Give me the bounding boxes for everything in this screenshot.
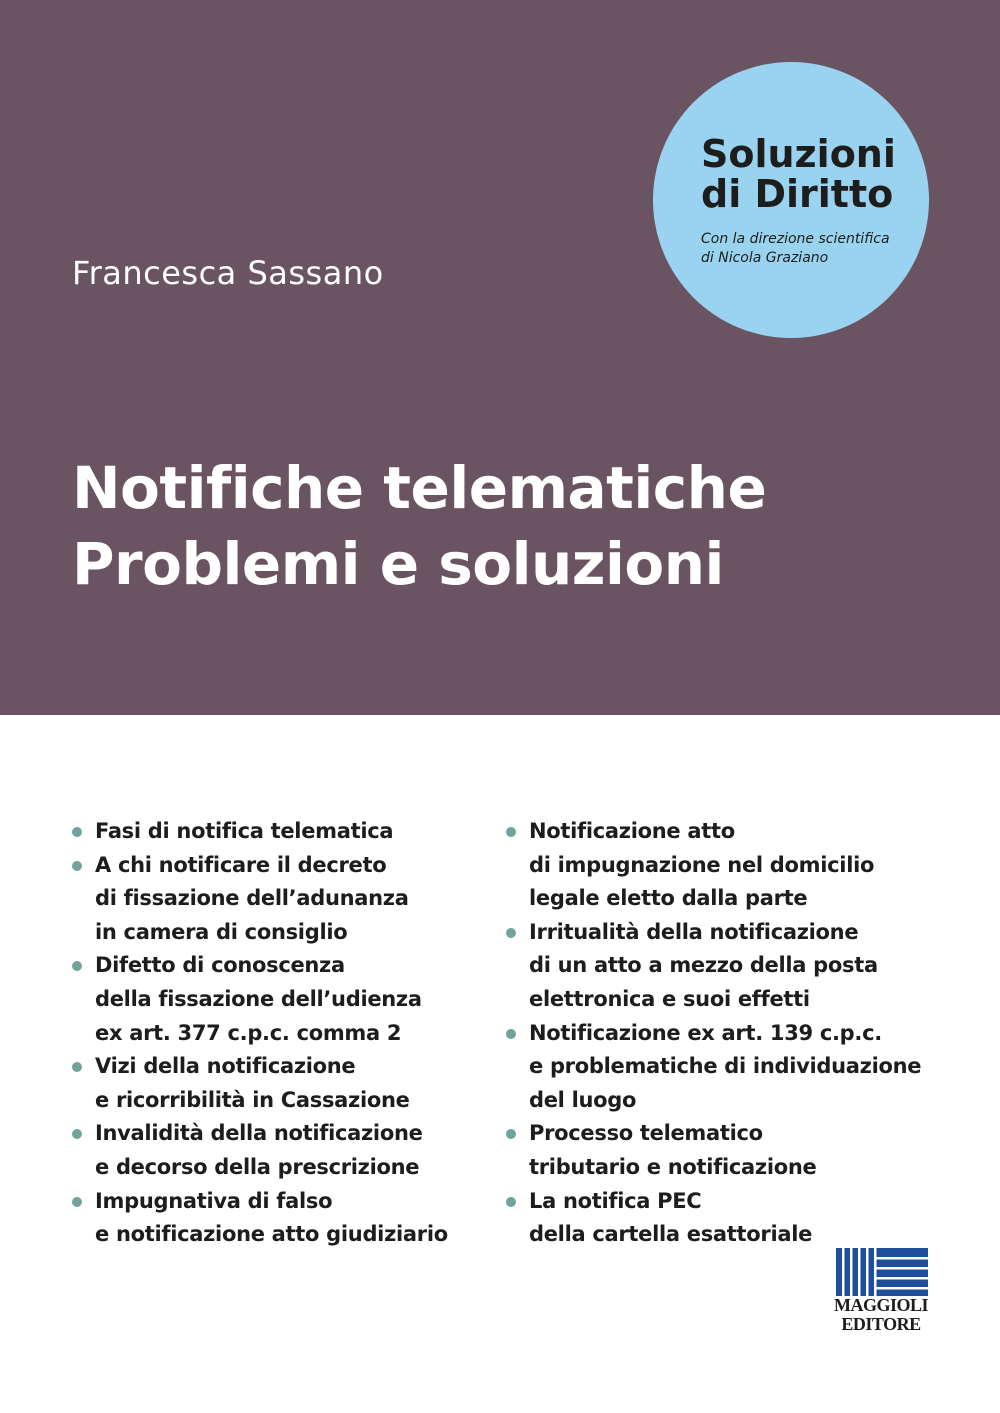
topic-text: Invalidità della notificazione e decorso della prescrizione bbox=[95, 1121, 423, 1179]
topic-text: La notifica PEC della cartella esattoriale bbox=[529, 1188, 813, 1247]
topic-text: Notificazione atto di impugnazione nel domicilio legale eletto dalla parte bbox=[529, 819, 875, 911]
topic-item bbox=[72, 949, 448, 1050]
topic-text: Notificazione ex art. 139 c.p.c. e problematiche di individuazione del luogo bbox=[529, 1020, 922, 1112]
bullet-icon bbox=[72, 827, 82, 837]
topic-item bbox=[72, 1050, 448, 1117]
author-name: Francesca Sassano bbox=[72, 254, 384, 292]
publisher-name bbox=[832, 1296, 930, 1334]
topic-item bbox=[72, 815, 448, 849]
bullet-icon bbox=[72, 861, 82, 871]
topic-text: Difetto di conoscenza della fissazione dell’udienza ex art. 377 c.p.c. comma 2 bbox=[95, 953, 422, 1045]
series-name-line: di Diritto bbox=[701, 172, 894, 216]
book-title-line: Notifiche telematiche bbox=[72, 454, 767, 522]
topic-item bbox=[506, 1017, 921, 1118]
topic-item bbox=[506, 815, 921, 916]
bullet-icon bbox=[506, 928, 516, 938]
bullet-icon bbox=[506, 1129, 516, 1139]
series-direction-line: di Nicola Graziano bbox=[701, 250, 829, 266]
topic-item bbox=[72, 1185, 448, 1252]
topic-text: Vizi della notificazione e ricorribilità in Cassazione bbox=[95, 1054, 410, 1112]
publisher-logo-icon bbox=[836, 1248, 928, 1296]
bullet-icon bbox=[506, 827, 516, 837]
bullet-icon bbox=[506, 1029, 516, 1039]
topic-item bbox=[72, 1117, 448, 1184]
topics-list-right bbox=[506, 815, 921, 1252]
topic-text: Fasi di notifica telematica bbox=[95, 819, 394, 843]
topics-list-left bbox=[72, 815, 448, 1252]
series-direction-line: Con la direzione scientifica bbox=[701, 231, 890, 247]
bullet-icon bbox=[506, 1197, 516, 1207]
publisher-name-line: EDITORE bbox=[841, 1314, 921, 1334]
book-title-line: Problemi e soluzioni bbox=[72, 530, 724, 598]
book-title bbox=[72, 450, 766, 602]
bullet-icon bbox=[72, 1197, 82, 1207]
series-name bbox=[701, 134, 896, 214]
topic-item bbox=[506, 1117, 921, 1184]
topic-item bbox=[506, 1185, 921, 1252]
series-badge bbox=[653, 62, 929, 338]
publisher-name-line: MAGGIOLI bbox=[833, 1295, 928, 1315]
series-direction bbox=[701, 230, 890, 268]
topic-item bbox=[506, 916, 921, 1017]
topic-text: A chi notificare il decreto di fissazione dell’adunanza in camera di consiglio bbox=[95, 852, 409, 944]
publisher-logo bbox=[832, 1248, 930, 1334]
bullet-icon bbox=[72, 1062, 82, 1072]
bullet-icon bbox=[72, 1129, 82, 1139]
topic-text: Impugnativa di falso e notificazione atto giudiziario bbox=[95, 1188, 448, 1247]
topic-text: Irritualità della notificazione di un atto a mezzo della posta elettronica e suoi effetti bbox=[529, 919, 878, 1011]
series-name-line: Soluzioni bbox=[701, 132, 896, 176]
bullet-icon bbox=[72, 961, 82, 971]
topic-text: Processo telematico tributario e notificazione bbox=[529, 1121, 817, 1179]
topic-item bbox=[72, 849, 448, 950]
